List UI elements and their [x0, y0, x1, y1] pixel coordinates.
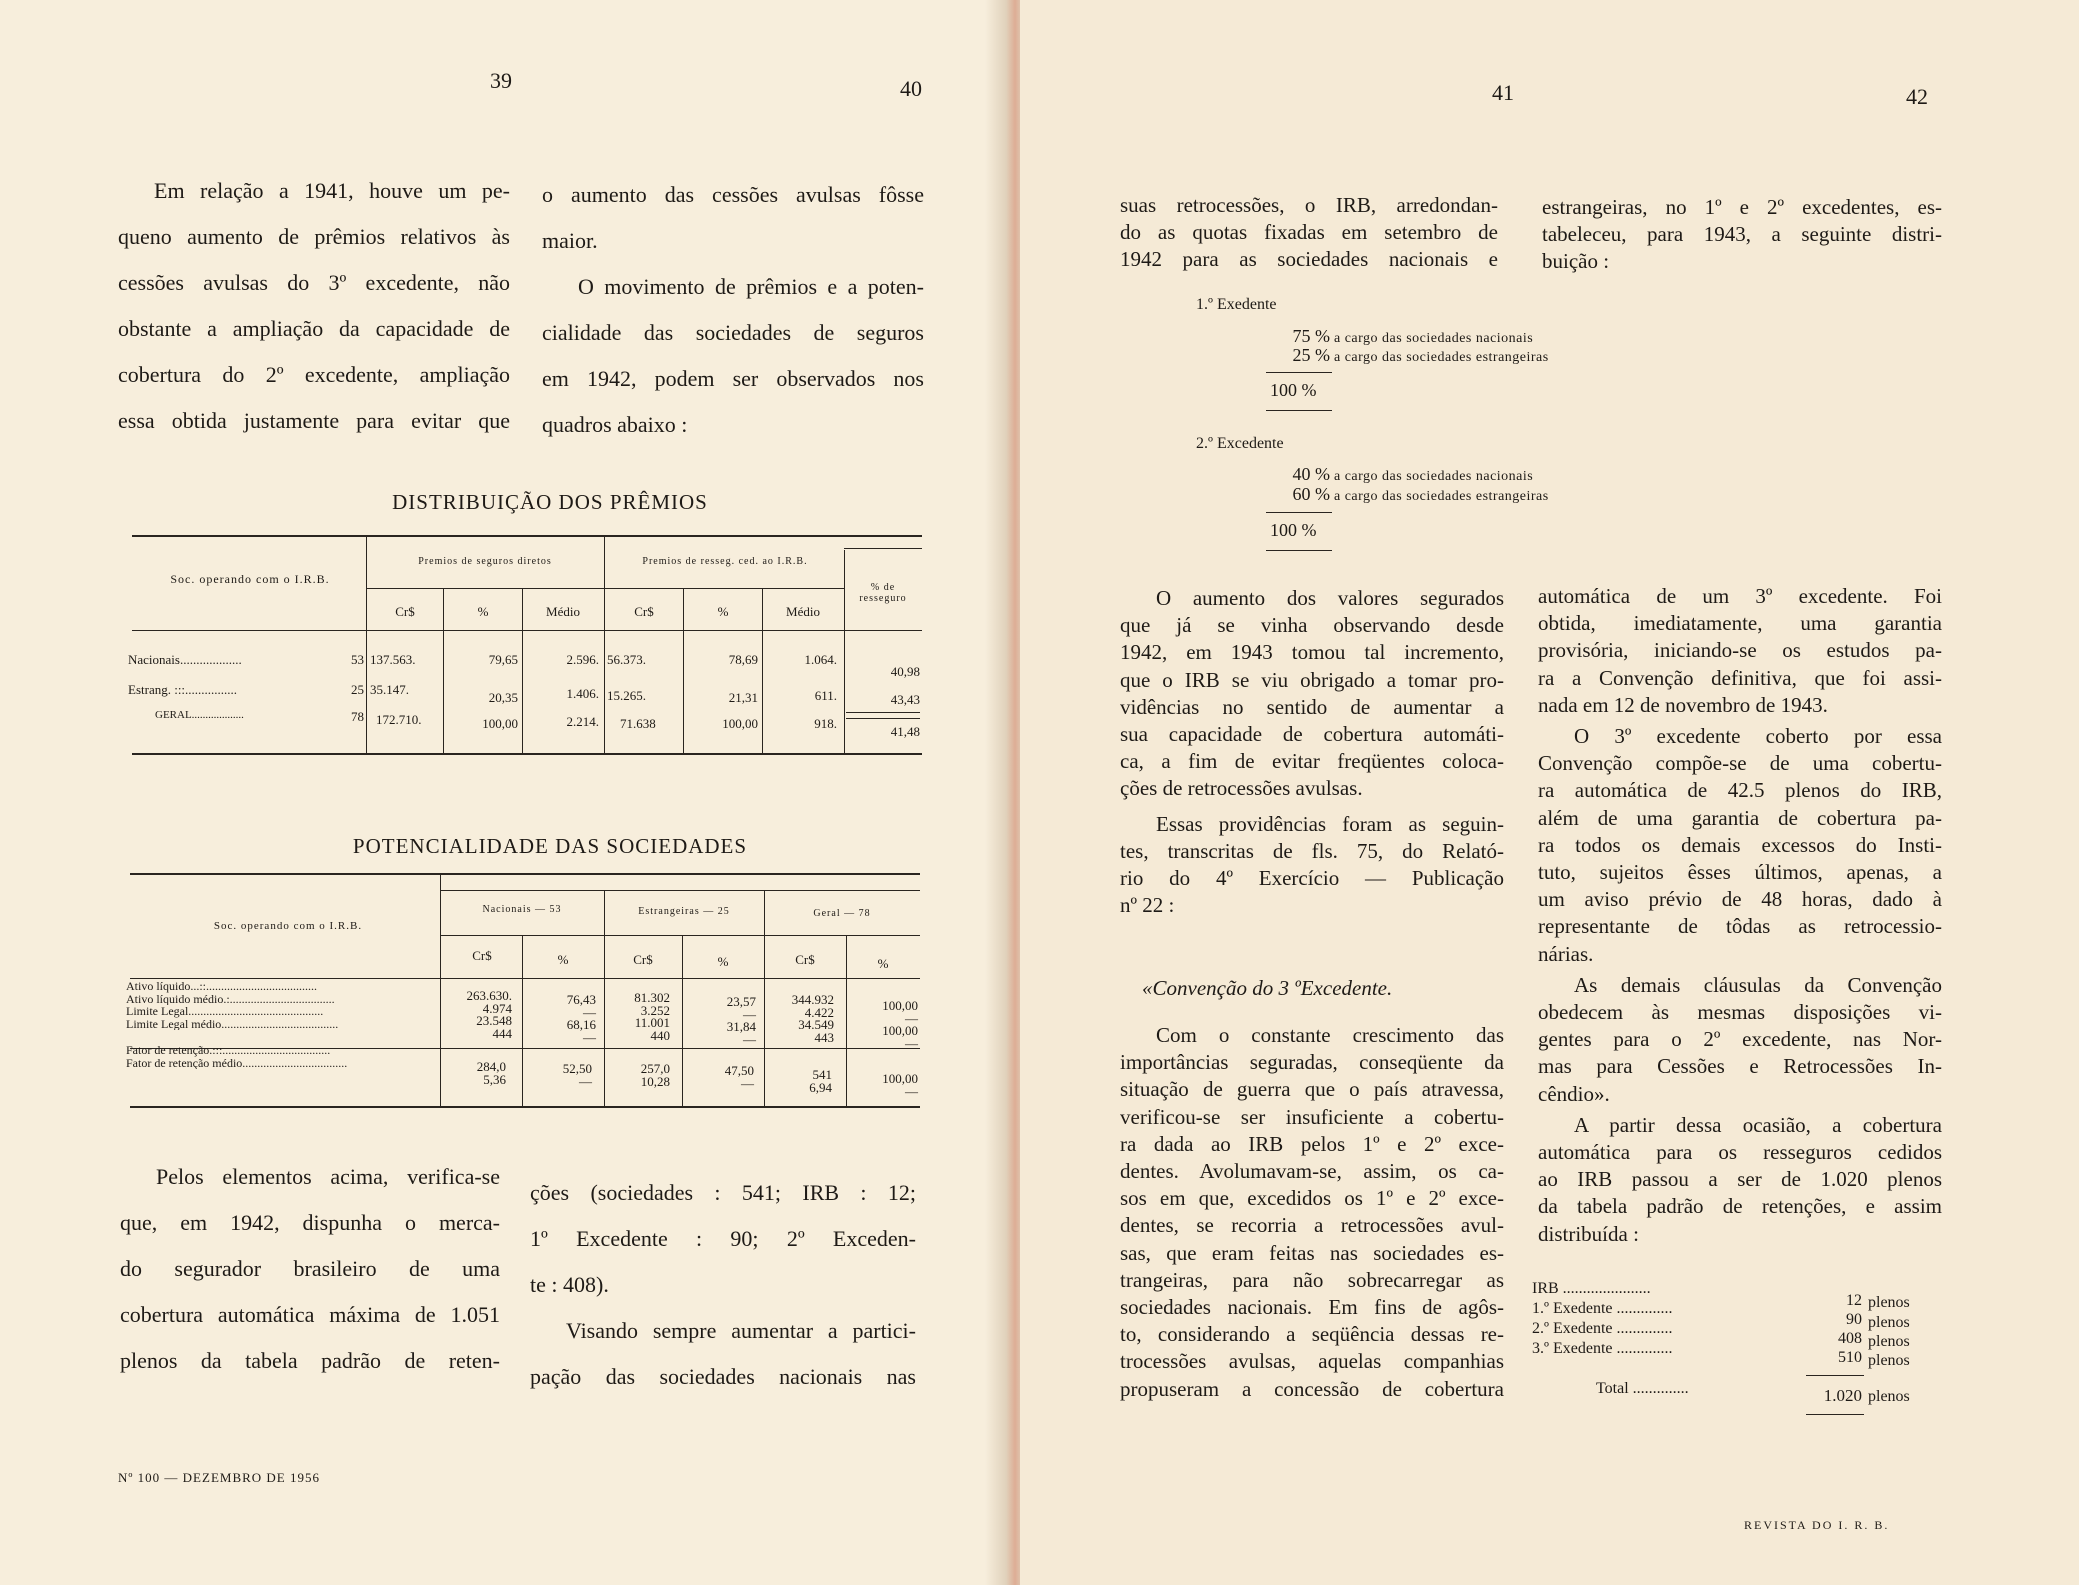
- text-line: estrangeiras, no 1º e 2º excedentes, es-: [1542, 195, 1942, 219]
- text-line: maior.: [542, 228, 598, 253]
- coverage-total-value: 1.020: [1823, 1386, 1862, 1405]
- p39-top-column: [118, 168, 510, 444]
- table2-group-nacionais: Nacionais — 53: [482, 904, 562, 915]
- text-line: sua capacidade de cobertura automáti-: [1120, 722, 1504, 747]
- cell: 47,50: [724, 1063, 754, 1078]
- cell: 257,0: [640, 1061, 670, 1076]
- coverage-unit: plenos: [1868, 1333, 1910, 1350]
- est-cr-values: [606, 992, 670, 1042]
- text-line: automática de um 3º excedente. Foi: [1538, 584, 1942, 608]
- second-excedente-heading: 2.º Excedente: [1196, 435, 1284, 452]
- text-line: Visando sempre aumentar a partici-: [566, 1318, 916, 1343]
- text-line: provisória, iniciando-se os estudos pa-: [1538, 638, 1942, 663]
- row-label: Fator de retenção médio...................................: [126, 1056, 348, 1069]
- text-line: queno aumento de prêmios relativos às: [118, 224, 510, 249]
- p42-main-column: [1538, 583, 1942, 1248]
- quota-row: [1270, 345, 1549, 366]
- nac-pct-values: [524, 994, 596, 1044]
- col-header: %: [717, 604, 729, 619]
- table2-labels: [126, 980, 438, 1069]
- cell: 100,00: [482, 716, 518, 731]
- page-number-39: 39: [490, 68, 512, 93]
- coverage-label: 2.º Exedente ..............: [1532, 1320, 1673, 1337]
- text-line: cobertura automática máxima de 1.051: [120, 1302, 500, 1327]
- quota-total: 100 %: [1270, 380, 1317, 400]
- text-line: tes, transcritas de fls. 75, do Relató-: [1120, 838, 1504, 863]
- text-line: ra dada ao IRB pelos 1º e 2º exce-: [1120, 1131, 1504, 1156]
- table1-group2: Premios de resseg. ced. ao I.R.B.: [642, 556, 808, 567]
- text-line: quadros abaixo :: [542, 412, 688, 437]
- coverage-value: 510: [1838, 1349, 1862, 1366]
- footer-issue: Nº 100 — DEZEMBRO DE 1956: [118, 1470, 320, 1485]
- cell: 444: [492, 1025, 512, 1041]
- fr-nac-pct: [524, 1062, 592, 1088]
- col-header: Cr$: [634, 604, 654, 619]
- cell: 100,00: [882, 1071, 918, 1086]
- cell: —: [741, 1076, 754, 1091]
- p39-bottom-column: [120, 1154, 500, 1384]
- cell: 4.422: [804, 1004, 834, 1020]
- cell: —: [905, 1010, 918, 1026]
- cell: 1.406.: [566, 686, 599, 701]
- cell: 172.710.: [376, 712, 422, 727]
- text-line: gentes para o 2º excedente, nas Nor-: [1538, 1027, 1942, 1052]
- text-line: obedecem às mesmas disposições vi-: [1538, 1000, 1942, 1025]
- ger-pct-values: [848, 1000, 918, 1050]
- cell: 100,00: [882, 998, 918, 1013]
- text-line: O 3º excedente coberto por essa: [1574, 724, 1942, 749]
- cell: 100,00: [882, 1023, 918, 1038]
- text-line: automática para os resseguros cedidos: [1538, 1140, 1942, 1165]
- cell: 10,28: [640, 1074, 670, 1089]
- col-header: %: [877, 956, 889, 971]
- table2-group-estrangeiras: Estrangeiras — 25: [638, 906, 730, 917]
- text-line: propuseram a concessão de cobertura: [1120, 1376, 1504, 1401]
- text-line: além de uma garantia de cobertura pa-: [1538, 805, 1942, 830]
- text-line: sociedades nacionais. Em fins de agôs-: [1120, 1295, 1504, 1320]
- quota-row: [1270, 464, 1533, 485]
- text-line: ra automática de 42.5 plenos do IRB,: [1538, 778, 1942, 803]
- row-label: Fator de retenção.:::....................................: [126, 1044, 331, 1057]
- cell: 21,31: [728, 690, 758, 705]
- text-line: O movimento de prêmios e a poten-: [578, 274, 924, 299]
- text-line: obtida, imediatamente, uma garantia: [1538, 611, 1942, 636]
- quota-pct: 40 %: [1292, 464, 1330, 484]
- cell: 263.630.: [466, 988, 512, 1003]
- text-line: cêndio».: [1538, 1081, 1610, 1106]
- table1-lastcol: % de resseguro: [859, 582, 907, 604]
- text-line: cobertura do 2º excedente, ampliação: [118, 362, 510, 387]
- cell: 443: [814, 1029, 834, 1045]
- cell: 56.373.: [607, 652, 646, 667]
- coverage-unit: plenos: [1868, 1294, 1910, 1311]
- text-line: situação de guerra que o país atravessa,: [1120, 1077, 1504, 1102]
- text-line: A partir dessa ocasião, a cobertura: [1574, 1112, 1942, 1137]
- table1-group1: Premios de seguros diretos: [418, 556, 552, 567]
- first-excedente-heading: 1.º Exedente: [1196, 296, 1277, 313]
- right-page: [1020, 0, 2079, 1585]
- text-line: mas para Cessões e Retrocessões In-: [1538, 1054, 1942, 1079]
- cell: —: [579, 1074, 592, 1089]
- text-line: Convenção compõe-se de uma cobertu-: [1538, 751, 1942, 776]
- quota-row: [1270, 484, 1549, 505]
- text-line: 1942, em 1943 tomou tal incremento,: [1120, 640, 1504, 665]
- quota-text: a cargo das sociedades estrangeiras: [1334, 489, 1549, 504]
- row-label: Limite Legal médio.......................................: [126, 1017, 339, 1030]
- text-line: ra todos os demais excessos do Insti-: [1538, 832, 1942, 857]
- footer-magazine: REVISTA DO I. R. B.: [1744, 1518, 1890, 1532]
- coverage-label: IRB ......................: [1532, 1280, 1651, 1297]
- p41-top-column: [1120, 192, 1498, 274]
- cell: 4.974: [482, 1000, 512, 1016]
- cell: 31,84: [726, 1019, 756, 1034]
- cell: 41,48: [890, 724, 920, 739]
- quota-pct: 25 %: [1292, 345, 1330, 365]
- row-label: Ativo líquido...::.....................................: [126, 980, 318, 993]
- table2-title: POTENCIALIDADE DAS SOCIEDADES: [352, 834, 748, 858]
- est-pct-values: [684, 996, 756, 1046]
- text-line: que o IRB se viu obrigado a tomar pro-: [1120, 667, 1504, 692]
- text-line: ra a Convenção definitiva, que foi assi-: [1538, 665, 1942, 690]
- quota-pct: 60 %: [1292, 484, 1330, 504]
- cell: 1.064.: [804, 652, 837, 667]
- text-line: pação das sociedades nacionais nas: [530, 1364, 916, 1389]
- cell: 11.001: [634, 1015, 670, 1030]
- coverage-label: 3.º Exedente ..............: [1532, 1340, 1673, 1357]
- page-number-41: 41: [1492, 80, 1514, 105]
- text-line: ca, a fim de evitar freqüentes coloca-: [1120, 749, 1504, 774]
- cell: 79,65: [488, 652, 518, 667]
- col-header: Médio: [546, 604, 580, 619]
- coverage-total-unit: plenos: [1868, 1388, 1910, 1405]
- cell: 71.638: [620, 716, 656, 731]
- text-line: um aviso prévio de 48 horas, dado à: [1538, 887, 1942, 912]
- text-line: Essas providências foram as seguin-: [1156, 811, 1504, 836]
- p40-top-column: [542, 172, 924, 448]
- col-header: %: [557, 952, 569, 967]
- cell: 344.932: [791, 992, 834, 1007]
- cell: 40,98: [890, 664, 920, 679]
- nac-cr-values: [446, 990, 512, 1040]
- text-line: que já se vinha observando desde: [1120, 613, 1504, 638]
- cell: 541: [812, 1067, 832, 1082]
- cell: 43,43: [890, 692, 920, 707]
- text-line: ções de retrocessões avulsas.: [1120, 776, 1363, 801]
- text-line: do as quotas fixadas em setembro de: [1120, 220, 1498, 245]
- cell: —: [583, 1004, 596, 1020]
- text-line: buição :: [1542, 249, 1610, 274]
- text-line: cessões avulsas do 3º excedente, não: [118, 270, 510, 295]
- fr-est-pct: [684, 1064, 754, 1090]
- coverage-label: 1.º Exedente ..............: [1532, 1300, 1673, 1317]
- left-page: [0, 0, 1020, 1585]
- quota-pct: 75 %: [1292, 326, 1330, 346]
- quota-total: 100 %: [1270, 520, 1317, 540]
- text-line: nada em 12 de novembro de 1943.: [1538, 692, 1828, 717]
- cell: —: [905, 1035, 918, 1051]
- text-line: sas, que eram feitas nas sociedades es-: [1120, 1240, 1504, 1265]
- row-label: Limite Legal.............................................: [126, 1005, 324, 1018]
- text-line: dentes, se recorria a retrocessões avul-: [1120, 1213, 1504, 1238]
- text-line: cialidade das sociedades de seguros: [542, 320, 924, 345]
- text-line: Com o constante crescimento das: [1156, 1023, 1504, 1047]
- cell: 611.: [814, 688, 837, 703]
- cell: 52,50: [562, 1061, 592, 1076]
- quota-row: [1270, 326, 1533, 347]
- coverage-value: 408: [1838, 1330, 1862, 1347]
- fr-ger-cr: [766, 1068, 832, 1094]
- cell: 68,16: [566, 1017, 596, 1032]
- text-line: essa obtida justamente para evitar que: [118, 408, 510, 433]
- p41-quote-column: [1120, 1022, 1504, 1403]
- cell: 81.302: [634, 990, 670, 1005]
- table1-rowhead: Soc. operando com o I.R.B.: [170, 572, 330, 586]
- cell: 35.147.: [370, 682, 409, 697]
- cell: 2.214.: [566, 714, 599, 729]
- text-line: em 1942, podem ser observados nos: [542, 366, 924, 391]
- text-line: da tabela padrão de retenções, e assim: [1538, 1194, 1942, 1219]
- p40-bottom-column: [530, 1170, 916, 1400]
- fr-nac-cr: [446, 1060, 506, 1086]
- coverage-value: 12: [1846, 1292, 1862, 1309]
- text-line: 1942 para as sociedades nacionais e: [1120, 247, 1498, 272]
- cell: 23.548: [476, 1013, 512, 1028]
- cell: 34.549: [798, 1017, 834, 1032]
- cell: 76,43: [566, 992, 596, 1007]
- cell: 100,00: [722, 716, 758, 731]
- text-line: distribuída :: [1538, 1221, 1639, 1246]
- col-header: Cr$: [472, 948, 492, 963]
- text-line: te : 408).: [530, 1272, 609, 1297]
- coverage-value: 90: [1846, 1311, 1862, 1328]
- cell: 20,35: [488, 690, 518, 705]
- row-count: 53: [351, 652, 364, 667]
- col-header: %: [477, 604, 489, 619]
- quota-text: a cargo das sociedades nacionais: [1334, 331, 1534, 346]
- cell: 78,69: [728, 652, 758, 667]
- cell: —: [743, 1031, 756, 1047]
- cell: 3.252: [640, 1002, 670, 1018]
- cell: 15.265.: [607, 688, 646, 703]
- text-line: nárias.: [1538, 941, 1594, 966]
- quota-text: a cargo das sociedades estrangeiras: [1334, 350, 1549, 365]
- text-line: dentes. Avolumavam-se, assim, os ca-: [1120, 1159, 1504, 1184]
- page-number-42: 42: [1906, 84, 1928, 109]
- cell: —: [743, 1006, 756, 1022]
- text-line: rio do 4º Exercício — Publicação: [1120, 866, 1504, 891]
- text-line: verificou-se ser insuficiente a cobertu-: [1120, 1104, 1504, 1129]
- cell: 284,0: [476, 1059, 506, 1074]
- col-header: Cr$: [633, 952, 653, 967]
- cell: 5,36: [483, 1072, 506, 1087]
- p42-top-column: [1542, 194, 1942, 276]
- table2-group-geral: Geral — 78: [813, 908, 871, 919]
- text-line: nº 22 :: [1120, 893, 1175, 918]
- cell: 440: [650, 1027, 670, 1043]
- cell: —: [905, 1084, 918, 1099]
- row-count: 25: [351, 682, 364, 697]
- row-label: GERAL...................: [155, 709, 244, 721]
- text-line: Em relação a 1941, houve um pe-: [154, 178, 510, 203]
- row-label: Nacionais...................: [128, 652, 242, 667]
- page-number-40: 40: [900, 76, 922, 101]
- fr-est-cr: [606, 1062, 670, 1088]
- cell: 2.596.: [566, 652, 599, 667]
- text-line: plenos da tabela padrão de reten-: [120, 1348, 500, 1373]
- coverage-total-label: Total ..............: [1596, 1380, 1689, 1397]
- text-line: tabeleceu, para 1943, a seguinte distri-: [1542, 222, 1942, 247]
- text-line: to, considerando a seqüência dessas re-: [1120, 1322, 1504, 1347]
- text-line: do segurador brasileiro de uma: [120, 1256, 500, 1281]
- text-line: ao IRB passou a ser de 1.020 plenos: [1538, 1167, 1942, 1192]
- text-line: trangeiras, para não sobrecarregar as: [1120, 1267, 1504, 1292]
- table2-rowhead: Soc. operando com o I.R.B.: [213, 920, 363, 932]
- coverage-unit: plenos: [1868, 1352, 1910, 1369]
- coverage-unit: plenos: [1868, 1314, 1910, 1331]
- cell: 6,94: [809, 1080, 832, 1095]
- col-header: Cr$: [795, 952, 815, 967]
- text-line: vidências no sentido de aumentar a: [1120, 694, 1504, 719]
- row-label: Estrang. :::................: [128, 682, 238, 697]
- text-line: suas retrocessões, o IRB, arredondan-: [1120, 193, 1498, 217]
- fr-ger-pct: [848, 1072, 918, 1098]
- row-label: Ativo líquido médio.:...................................: [126, 992, 335, 1005]
- cell: 918.: [814, 716, 837, 731]
- row-count: 78: [351, 709, 364, 724]
- text-line: As demais cláusulas da Convenção: [1574, 972, 1942, 997]
- cell: 23,57: [726, 994, 756, 1009]
- text-line: Pelos elementos acima, verifica-se: [156, 1164, 500, 1189]
- text-line: sos em que, excedidos os 1º e 2º exce-: [1120, 1186, 1504, 1211]
- col-header: %: [717, 954, 729, 969]
- text-line: tuto, sujeitos êsses últimos, apenas, a: [1538, 860, 1942, 885]
- text-line: O aumento dos valores segurados: [1156, 586, 1504, 610]
- cell: —: [583, 1029, 596, 1045]
- text-line: representante de tôdas as retrocessio-: [1538, 914, 1942, 939]
- ger-cr-values: [766, 994, 834, 1044]
- text-line: ções (sociedades : 541; IRB : 12;: [530, 1180, 916, 1205]
- text-line: trocessões avulsas, aquelas companhias: [1120, 1349, 1504, 1374]
- text-line: obstante a ampliação da capacidade de: [118, 316, 510, 341]
- col-header: Cr$: [395, 604, 415, 619]
- text-line: importâncias seguradas, conseqüente da: [1120, 1050, 1504, 1075]
- col-header: Médio: [786, 604, 820, 619]
- cell: 137.563.: [370, 652, 416, 667]
- p41-main-column: [1120, 585, 1504, 919]
- text-line: 1º Excedente : 90; 2º Exceden-: [530, 1226, 916, 1251]
- quote-title: «Convenção do 3 ºExcedente.: [1142, 976, 1393, 1000]
- quota-text: a cargo das sociedades nacionais: [1334, 469, 1534, 484]
- table1-title: DISTRIBUIÇÃO DOS PRÊMIOS: [392, 490, 708, 514]
- text-line: o aumento das cessões avulsas fôsse: [542, 182, 924, 207]
- text-line: que, em 1942, dispunha o merca-: [120, 1210, 500, 1235]
